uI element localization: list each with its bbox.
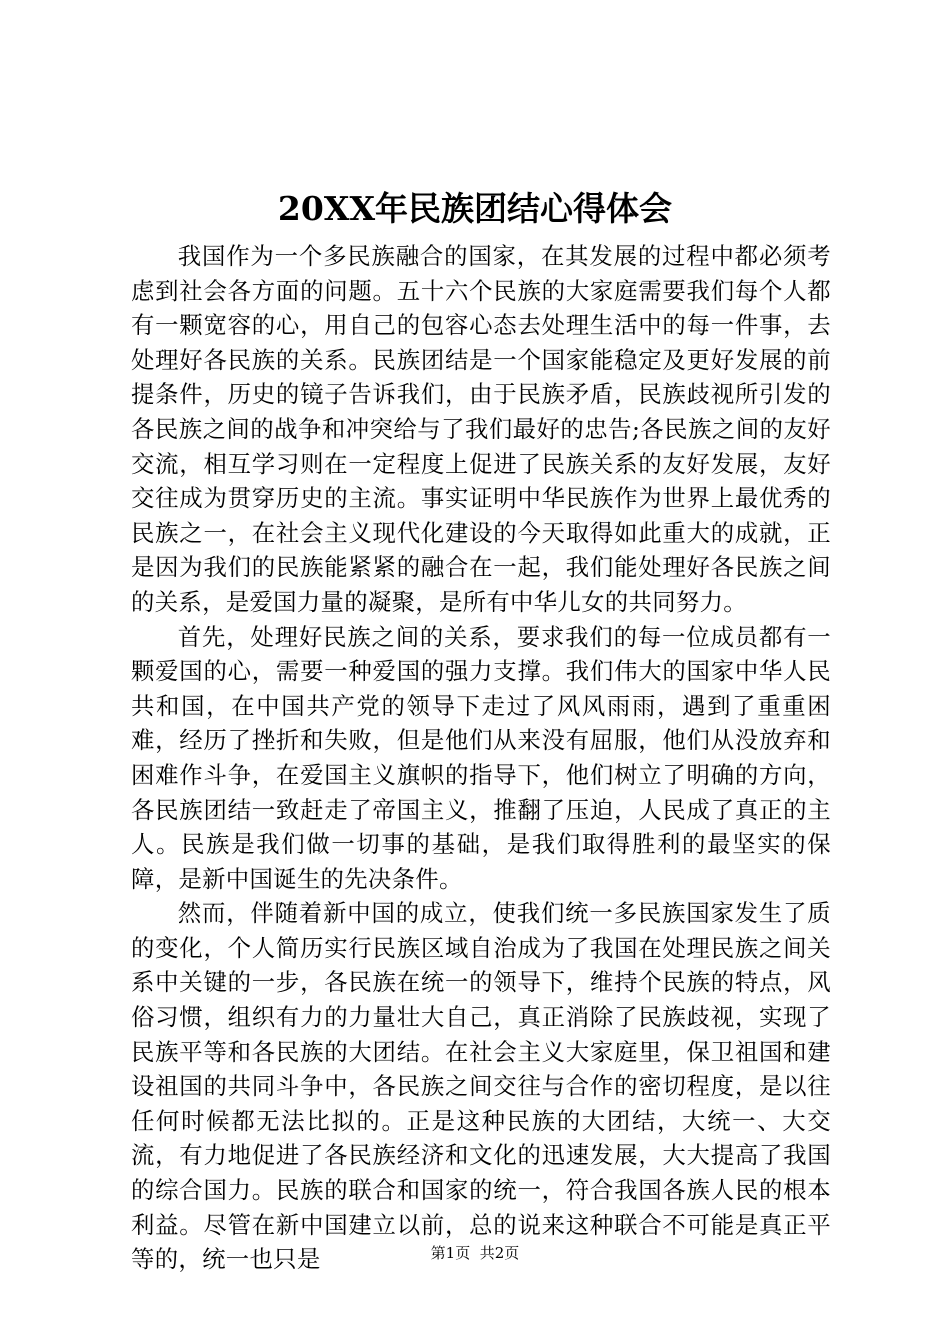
page-number-total: 共2页 — [479, 1244, 520, 1262]
paragraph-3: 然而，伴随着新中国的成立，使我们统一多民族国家发生了质的变化，个人简历实行民族区域自治成为了我国在处理民族之间关系中关键的一步，各民族在统一的领导下，维持个民族的特点，风俗习惯，组织有力的力量壮大自己，真正消除了民族歧视，实现了民族平等和各民族的大团结。在社会主义大家庭里，保卫祖国和建设祖国的共同斗争中，各民族之间交往与合作的密切程度，是以往任何时候都无法比拟的。正是这种民族的大团结，大统一、大交流，有力地促进了各民族经济和文化的迅速发展，大大提高了我国的综合国力。民族的联合和国家的统一，符合我国各族人民的根本利益。尽管在新中国建立以前，总的说来这种联合不可能是真正平等的，统一也只是 — [131, 899, 831, 1274]
document-title: 20XX年民族团结心得体会 — [277, 189, 673, 228]
paragraph-1: 我国作为一个多民族融合的国家，在其发展的过程中都必须考虑到社会各方面的问题。五十六个民族的大家庭需要我们每个人都有一颗宽容的心，用自己的包容心态去处理生活中的每一件事，去处理好各民族的关系。民族团结是一个国家能稳定及更好发展的前提条件，历史的镜子告诉我们，由于民族矛盾，民族歧视所引发的各民族之间的战争和冲突给与了我们最好的忠告;各民族之间的友好交流，相互学习则在一定程度上促进了民族关系的友好发展，友好交往成为贯穿历史的主流。事实证明中华民族作为世界上最优秀的民族之一，在社会主义现代化建设的今天取得如此重大的成就，正是因为我们的民族能紧紧的融合在一起，我们能处理好各民族之间的关系，是爱国力量的凝聚，是所有中华儿女的共同努力。 — [131, 242, 831, 616]
page-number-current: 第1页 — [430, 1244, 471, 1262]
page-footer — [0, 1242, 950, 1264]
document-body — [131, 239, 831, 1277]
paragraph-2: 首先，处理好民族之间的关系，要求我们的每一位成员都有一颗爱国的心，需要一种爱国的强力支撑。我们伟大的国家中华人民共和国，在中国共产党的领导下走过了风风雨雨，遇到了重重困难，经历了挫折和失败，但是他们从来没有屈服，他们从没放弃和困难作斗争，在爱国主义旗帜的指导下，他们树立了明确的方向，各民族团结一致赶走了帝国主义，推翻了压迫，人民成了真正的主人。民族是我们做一切事的基础，是我们取得胜利的最坚实的保障，是新中国诞生的先决条件。 — [131, 622, 831, 893]
